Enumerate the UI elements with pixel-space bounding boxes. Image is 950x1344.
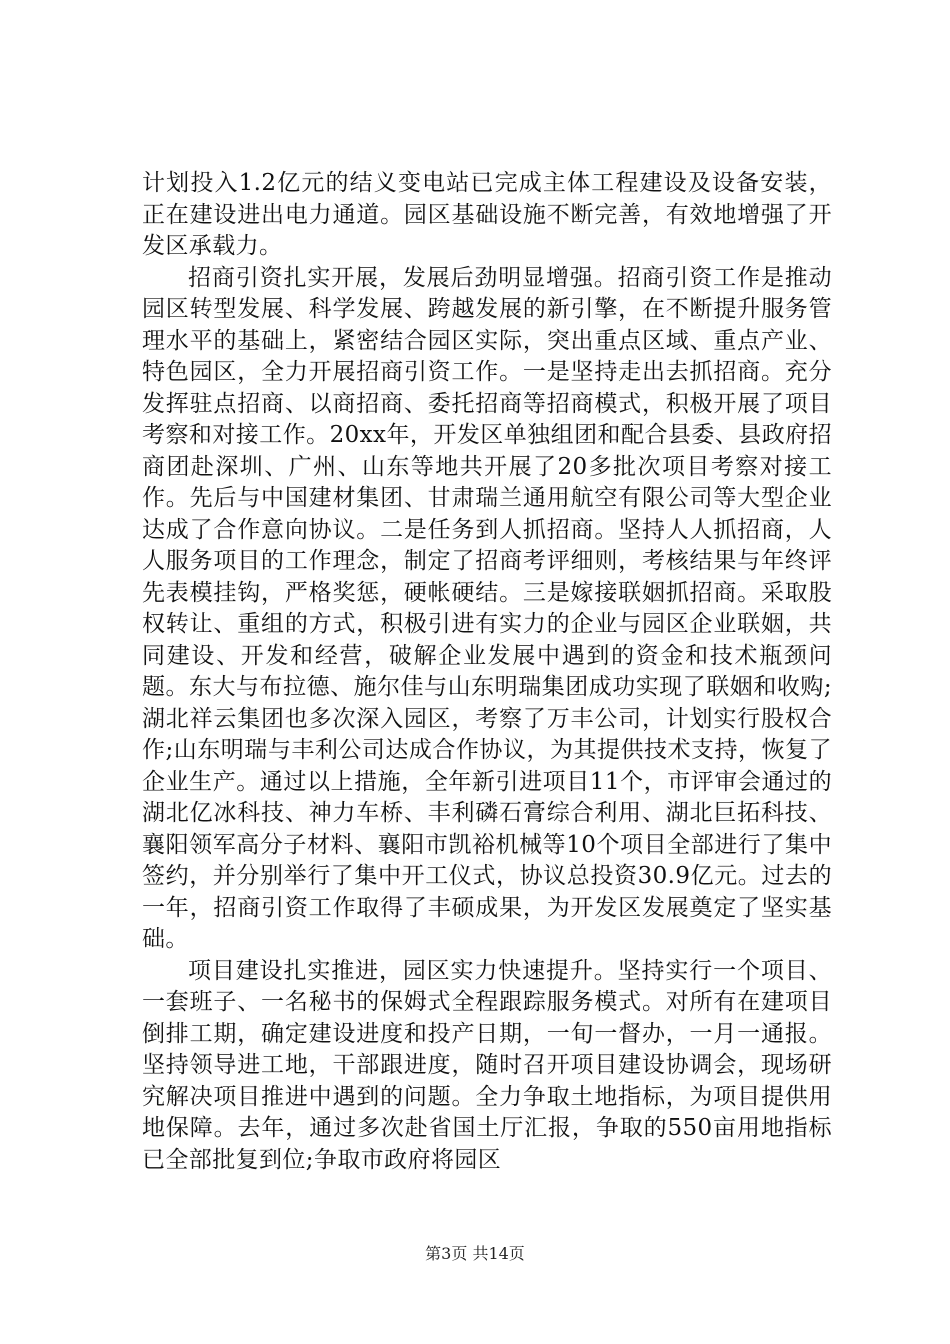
paragraph-2: 招商引资扎实开展，发展后劲明显增强。招商引资工作是推动园区转型发展、科学发展、跨越发展的新引擎，在不断提升服务管理水平的基础上，紧密结合园区实际，突出重点区域、重点产业、特色园区，全力开展招商引资工作。一是坚持走出去抓招商。充分发挥驻点招商、以商招商、委托招商等招商模式，积极开展了项目考察和对接工作。20xx年，开发区单独组团和配合县委、县政府招商团赴深圳、广州、山东等地共开展了20多批次项目考察对接工作。先后与中国建材集团、甘肃瑞兰通用航空有限公司等大型企业达成了合作意向协议。二是任务到人抓招商。坚持人人抓招商，人人服务项目的工作理念，制定了招商考评细则，考核结果与年终评先表模挂钩，严格奖惩，硬帐硬结。三是嫁接联姻抓招商。采取股权转让、重组的方式，积极引进有实力的企业与园区企业联姻，共同建设、开发和经营，破解企业发展中遇到的资金和技术瓶颈问题。东大与布拉德、施尔佳与山东明瑞集团成功实现了联姻和收购;湖北祥云集团也多次深入园区，考察了万丰公司，计划实行股权合作;山东明瑞与丰利公司达成合作协议，为其提供技术支持，恢复了企业生产。通过以上措施，全年新引进项目11个，市评审会通过的湖北亿冰科技、神力车桥、丰利磷石膏综合利用、湖北巨拓科技、襄阳领军高分子材料、襄阳市凯裕机械等10个项目全部进行了集中签约，并分别举行了集中开工仪式，协议总投资30.9亿元。过去的一年，招商引资工作取得了丰硕成果，为开发区发展奠定了坚实基础。: [142, 264, 832, 952]
document-body: [142, 168, 832, 1176]
paragraph-1: 计划投入1.2亿元的结义变电站已完成主体工程建设及设备安装，正在建设进出电力通道。园区基础设施不断完善，有效地增强了开发区承载力。: [142, 170, 832, 259]
paragraph-3: 项目建设扎实推进，园区实力快速提升。坚持实行一个项目、一套班子、一名秘书的保姆式全程跟踪服务模式。对所有在建项目倒排工期，确定建设进度和投产日期，一旬一督办，一月一通报。坚持领导进工地，干部跟进度，随时召开项目建设协调会，现场研究解决项目推进中遇到的问题。全力争取土地指标，为项目提供用地保障。去年，通过多次赴省国土厅汇报，争取的550亩用地指标已全部批复到位;争取市政府将园区: [142, 957, 832, 1173]
page-footer: 第3页 共14页: [425, 1244, 525, 1263]
